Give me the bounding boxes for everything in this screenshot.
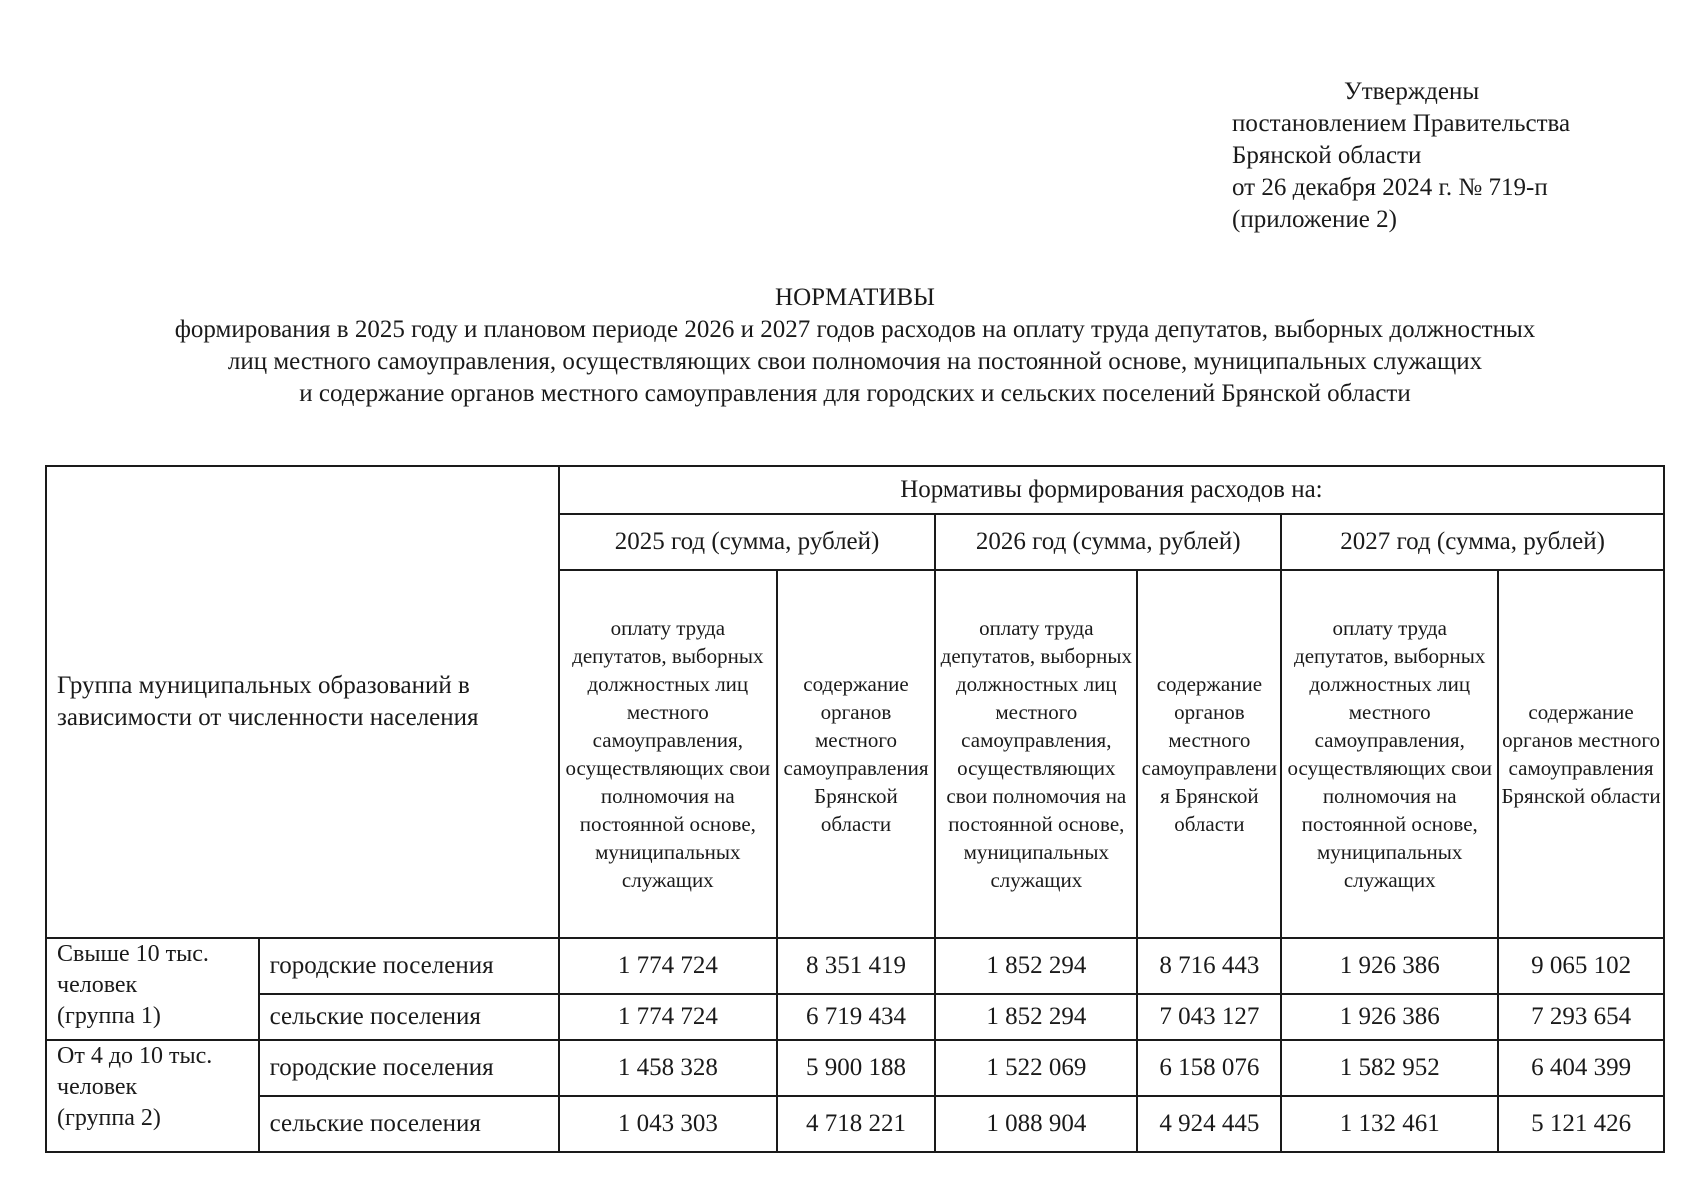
group-label-line: человек xyxy=(57,1074,138,1100)
value-cell: 1 522 069 xyxy=(935,1040,1137,1096)
col-desc-salary-2027: оплату труда депутатов, выборных должностных лиц местного самоуправления, осуществляющих свои полномочия на постоянной основе, муниципальных служащих xyxy=(1281,570,1498,938)
value-cell: 4 718 221 xyxy=(777,1096,935,1152)
norms-table xyxy=(45,465,1665,1153)
table-row xyxy=(46,994,1664,1040)
document-title xyxy=(40,282,1670,410)
group-label-line: человек xyxy=(57,972,138,998)
group-header-line: зависимости от численности населения xyxy=(57,704,479,731)
title-heading: НОРМАТИВЫ xyxy=(775,284,935,311)
value-cell: 6 158 076 xyxy=(1137,1040,1281,1096)
value-cell: 7 043 127 xyxy=(1137,994,1281,1040)
approval-line: Брянской области xyxy=(1232,142,1422,169)
col-desc-maintenance-2025: содержание органов местного самоуправления Брянской области xyxy=(777,570,935,938)
col-desc-salary-2025: оплату труда депутатов, выборных должностных лиц местного самоуправления, осуществляющих свои полномочия на постоянной основе, муниципальных служащих xyxy=(559,570,777,938)
value-cell: 6 719 434 xyxy=(777,994,935,1040)
value-cell: 1 582 952 xyxy=(1281,1040,1498,1096)
settlement-type-cell: городские поселения xyxy=(259,938,559,994)
settlement-type-cell: городские поселения xyxy=(259,1040,559,1096)
title-subtitle-line: и содержание органов местного самоуправления для городских и сельских поселений Брянской области xyxy=(299,380,1411,407)
group-label-line: Свыше 10 тыс. xyxy=(57,941,209,967)
top-header-cell: Нормативы формирования расходов на: xyxy=(559,466,1664,514)
settlement-type-cell: сельские поселения xyxy=(259,1096,559,1152)
approval-line: от 26 декабря 2024 г. № 719-п xyxy=(1232,174,1548,201)
approval-line: Утверждены xyxy=(1344,78,1480,105)
table-row xyxy=(46,1040,1664,1096)
title-subtitle-line: формирования в 2025 году и плановом периоде 2026 и 2027 годов расходов на оплату труда депутатов, выборных должностных xyxy=(174,316,1536,343)
title-subtitle-line: лиц местного самоуправления, осуществляющих свои полномочия на постоянной основе, муниципальных служащих xyxy=(227,348,1483,375)
year-header-2025: 2025 год (сумма, рублей) xyxy=(559,514,935,570)
col-desc-maintenance-2027: содержание органов местного самоуправления Брянской области xyxy=(1498,570,1664,938)
value-cell: 5 121 426 xyxy=(1498,1096,1664,1152)
value-cell: 1 774 724 xyxy=(559,994,777,1040)
approval-line: (приложение 2) xyxy=(1232,206,1397,233)
group-header-line: Группа муниципальных образований в xyxy=(57,672,470,699)
value-cell: 1 926 386 xyxy=(1281,994,1498,1040)
value-cell: 1 852 294 xyxy=(935,938,1137,994)
value-cell: 9 065 102 xyxy=(1498,938,1664,994)
value-cell: 1 132 461 xyxy=(1281,1096,1498,1152)
table-row xyxy=(46,1096,1664,1152)
approval-block xyxy=(1232,76,1570,236)
group-label-line: (группа 1) xyxy=(57,1003,161,1029)
value-cell: 7 293 654 xyxy=(1498,994,1664,1040)
group-label-line: От 4 до 10 тыс. xyxy=(57,1043,213,1069)
table-row xyxy=(46,938,1664,994)
value-cell: 1 088 904 xyxy=(935,1096,1137,1152)
year-header-2026: 2026 год (сумма, рублей) xyxy=(935,514,1281,570)
settlement-type-cell: сельские поселения xyxy=(259,994,559,1040)
value-cell: 6 404 399 xyxy=(1498,1040,1664,1096)
value-cell: 8 351 419 xyxy=(777,938,935,994)
col-desc-maintenance-2026: содержание органов местного самоуправления Брянской области xyxy=(1137,570,1281,938)
value-cell: 1 926 386 xyxy=(1281,938,1498,994)
approval-line: постановлением Правительства xyxy=(1232,110,1571,137)
group-label-cell xyxy=(46,1040,259,1152)
group-label-line: (группа 2) xyxy=(57,1105,161,1131)
value-cell: 1 043 303 xyxy=(559,1096,777,1152)
value-cell: 5 900 188 xyxy=(777,1040,935,1096)
group-header-cell xyxy=(46,466,559,938)
group-label-cell xyxy=(46,938,259,1040)
value-cell: 8 716 443 xyxy=(1137,938,1281,994)
value-cell: 1 774 724 xyxy=(559,938,777,994)
value-cell: 1 458 328 xyxy=(559,1040,777,1096)
col-desc-salary-2026: оплату труда депутатов, выборных должностных лиц местного самоуправления, осуществляющих свои полномочия на постоянной основе, муниципальных служащих xyxy=(935,570,1137,938)
value-cell: 4 924 445 xyxy=(1137,1096,1281,1152)
year-header-2027: 2027 год (сумма, рублей) xyxy=(1281,514,1664,570)
value-cell: 1 852 294 xyxy=(935,994,1137,1040)
